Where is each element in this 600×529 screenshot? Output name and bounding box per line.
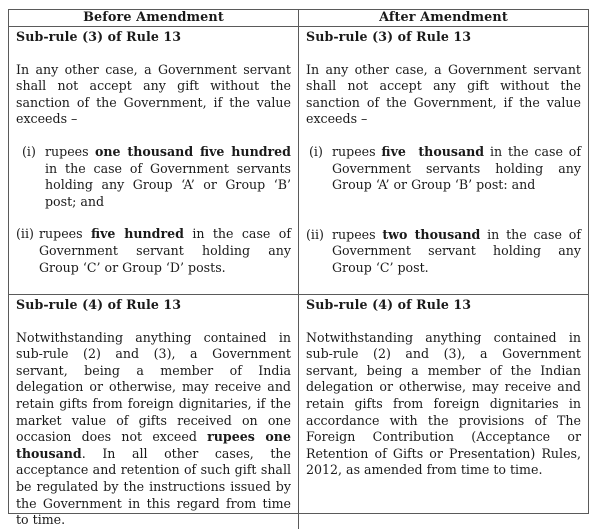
header-before-amendment: Before Amendment (9, 10, 299, 27)
cell-before-subrule-4 (9, 295, 299, 529)
item-text: rupees two thousand in the case of Government servant holding any Group ‘C’ post. (332, 226, 581, 275)
subrule-heading: Sub-rule (4) of Rule 13 (16, 297, 182, 312)
cell-before-subrule-3 (9, 27, 299, 295)
header-after-amendment: After Amendment (299, 10, 588, 27)
subrule-body: Notwithstanding anything contained in sub-rule (2) and (3), a Government servant, being a member of India delegation or otherwise, may receive and retain gifts from foreign dignitaries, if the market value of gifts received on one occasion does not exceed rupees one thousand. In all other cases, the acceptance and retention of such gift shall be regulated by the instructions issued by the Government in this regard from time to time. (16, 329, 291, 528)
amount-bold: two thousand (382, 226, 481, 242)
list-item (306, 144, 581, 194)
item-number: (i) (22, 143, 36, 159)
amendment-comparison-table (8, 9, 589, 528)
list-item (306, 227, 581, 277)
item-text: rupees five hundred in the case of Government servant holding any Group ‘C’ or Group ‘D’ posts. (39, 226, 291, 275)
subrule-intro: In any other case, a Government servant shall not accept any gift without the sanction of the Government, if the value exceeds – (16, 61, 291, 127)
amount-bold: one thousand five hundred (95, 143, 291, 159)
item-text: rupees one thousand five hundred in the case of Government servants holding any Group ‘A’ or Group ‘B’ post; and (45, 143, 291, 209)
amount-bold: rupees one thousand (16, 429, 291, 461)
cell-after-subrule-3 (299, 27, 588, 295)
item-number: (i) (309, 143, 323, 159)
amount-bold: five thousand (381, 143, 485, 159)
subrule-intro: In any other case, a Government servant shall not accept any gift without the sanction of the Government, if the value exceeds – (306, 61, 581, 127)
item-text: rupees five thousand in the case of Government servants holding any Group ‘A’ or Group ‘B’ post: and (332, 143, 582, 193)
subrule-heading: Sub-rule (3) of Rule 13 (16, 29, 182, 44)
item-number: (ii) (306, 226, 324, 242)
subrule-body: Notwithstanding anything contained in sub-rule (2) and (3), a Government servant, being a member of the Indian delegation or otherwise, may receive and retain gifts from foreign dignitaries in accordance with the provisions of The Foreign Contribution (Acceptance or Retention of Gifts or Presentation) Rules, 2012, as amended from time to time. (306, 329, 581, 478)
subrule-heading: Sub-rule (4) of Rule 13 (306, 297, 472, 312)
amount-bold: five hundred (90, 226, 184, 242)
subrule-heading: Sub-rule (3) of Rule 13 (306, 29, 472, 44)
item-number: (ii) (16, 226, 34, 242)
list-item (16, 144, 291, 210)
list-item (16, 226, 291, 276)
cell-after-subrule-4 (299, 295, 588, 529)
